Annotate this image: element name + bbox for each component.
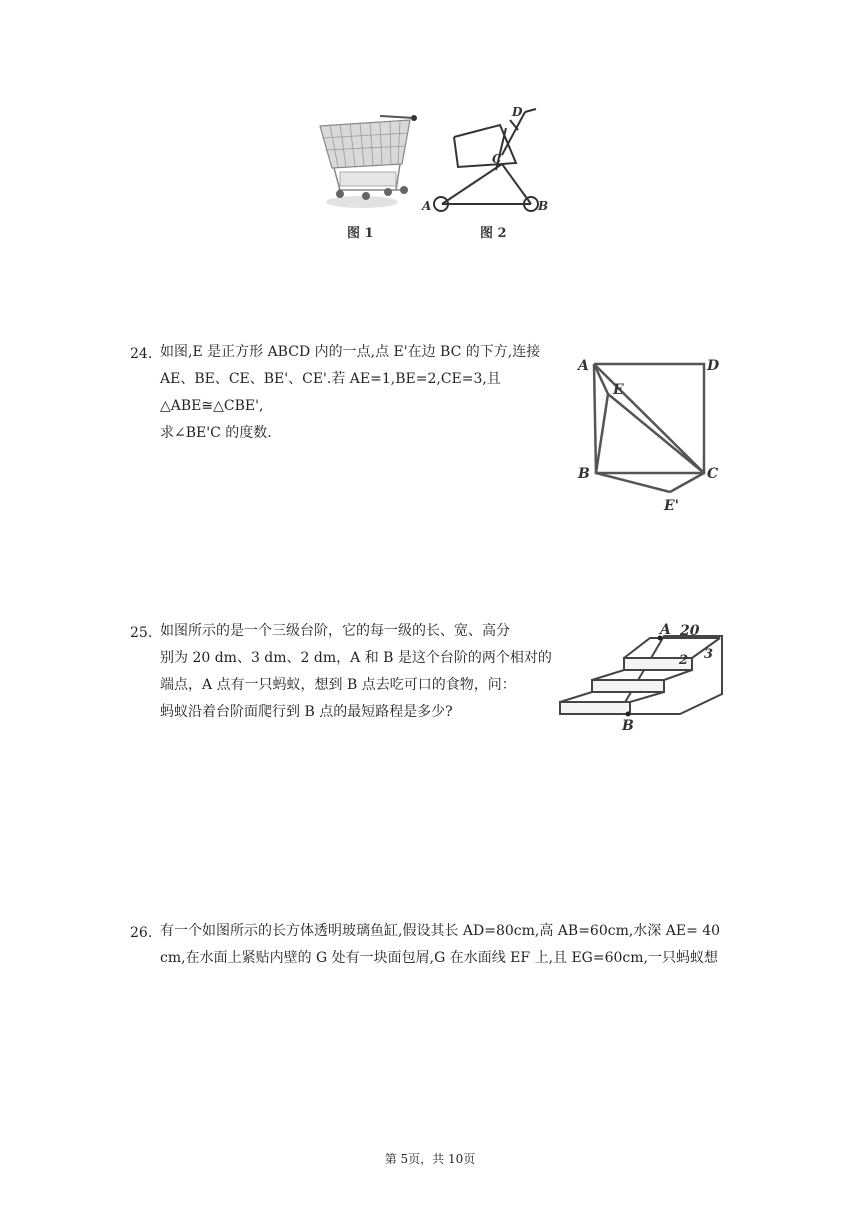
q24-label-A: A: [578, 358, 589, 374]
fig2-label-D: D: [512, 105, 523, 119]
figure-2-cart-diagram: [418, 100, 550, 218]
question-25-text: [160, 618, 560, 726]
q24-label-B: B: [578, 466, 590, 482]
q25-label-B: B: [622, 718, 634, 734]
figure-2-label: 图 2: [480, 226, 507, 241]
question-24-text: [160, 339, 560, 447]
question-25-line-3: 端点，A 点有一只蚂蚁，想到 B 点去吃可口的食物，问：: [160, 677, 516, 693]
question-24-number: 24.: [130, 346, 153, 362]
question-24-figure: [566, 350, 726, 516]
page-number-footer: 第 5页，共 10页: [384, 1152, 476, 1166]
q25-label-3: 3: [704, 647, 714, 662]
q24-label-E: E: [613, 382, 624, 398]
question-25-line-2: 别为 20 dm、3 dm、2 dm，A 和 B 是这个台阶的两个相对的: [160, 650, 552, 666]
q24-label-D: D: [707, 358, 720, 374]
question-25-number: 25.: [130, 625, 153, 641]
fig2-label-B: B: [538, 199, 549, 213]
question-25-line-4: 蚂蚁沿着台阶面爬行到 B 点的最短路程是多少?: [160, 704, 453, 720]
q25-label-20: 20: [680, 623, 700, 639]
question-26-line-1: 有一个如图所示的长方体透明玻璃鱼缸,假设其长 AD=80cm,高 AB=60cm,水深 AE= 40: [160, 923, 721, 939]
figure-1-cart-photo: [310, 106, 422, 216]
q25-label-A: A: [660, 622, 671, 638]
question-25-line-1: 如图所示的是一个三级台阶，它的每一级的长、宽、高分: [160, 623, 510, 639]
question-26-text: [160, 918, 730, 972]
question-26-line-2: cm,在水面上紧贴内壁的 G 处有一块面包屑,G 在水面线 EF 上,且 EG=60cm,一只蚂蚁想: [160, 950, 718, 966]
fig2-label-A: A: [422, 199, 432, 213]
q25-label-2: 2: [679, 653, 689, 668]
figure-1-label: 图 1: [347, 226, 374, 241]
question-25-stairs-figure: [554, 618, 734, 734]
q24-label-E-prime: E': [664, 498, 679, 514]
question-24-line-2: AE、BE、CE、BE'、CE'.若 AE=1,BE=2,CE=3,且△ABE≅△CBE',: [160, 371, 501, 414]
question-26-number: 26.: [130, 925, 153, 941]
question-24-line-3: 求∠BE'C 的度数.: [160, 425, 272, 441]
question-24-line-1: 如图,E 是正方形 ABCD 内的一点,点 E'在边 BC 的下方,连接: [160, 344, 541, 360]
q24-label-C: C: [707, 466, 719, 482]
fig2-label-C: C: [492, 152, 502, 166]
